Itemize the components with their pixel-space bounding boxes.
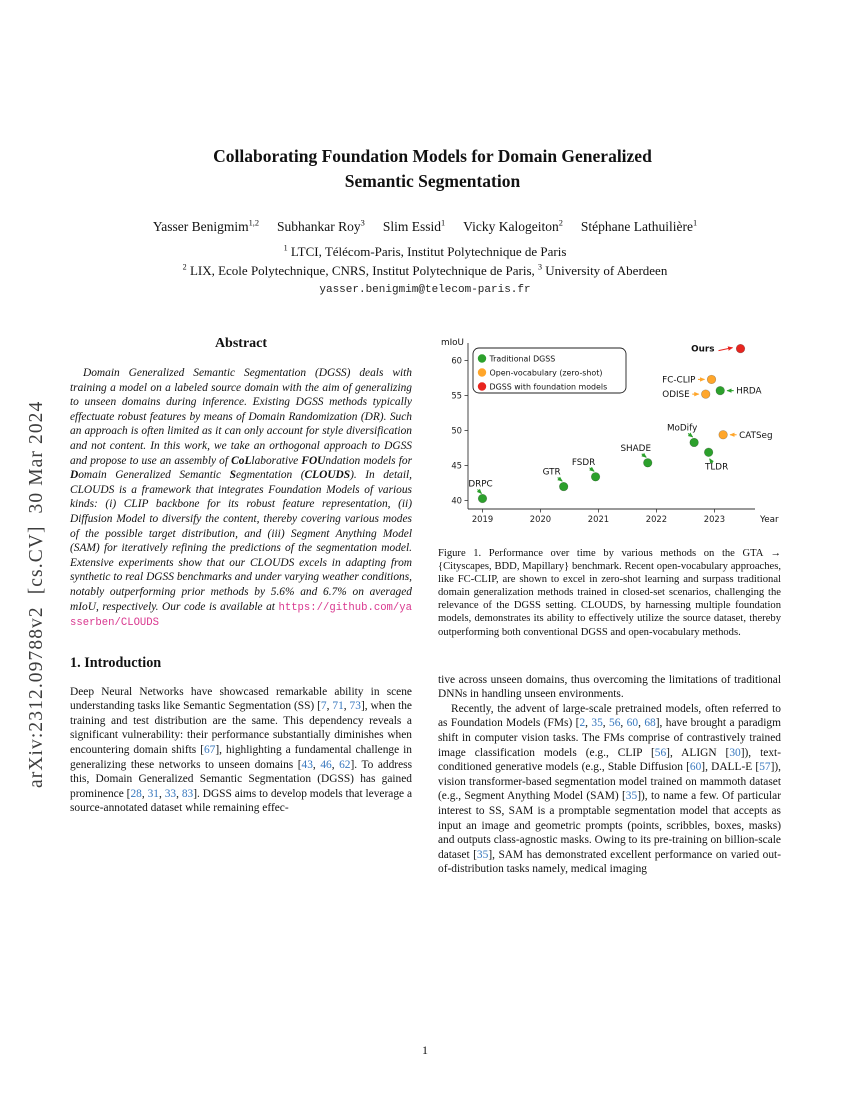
chart-arrow-Ours — [719, 348, 733, 351]
figure1-chart-container — [438, 333, 781, 538]
legend-dot — [478, 368, 486, 376]
chart-label-ODISE: ODISE — [662, 390, 690, 401]
citation-ref[interactable]: 46 — [320, 758, 332, 771]
author-name: Slim Essid$^1$ — [382, 218, 446, 234]
chart-label-Ours: Ours — [691, 344, 715, 355]
chart-point-DRPC — [478, 494, 487, 503]
citation-ref[interactable]: 60 — [689, 761, 702, 774]
body-paragraph-continuation: tive across unseen domains, thus overcoming the limitations of traditional DNNs in handling unseen environments. — [438, 673, 781, 701]
y-tick-label: 50 — [451, 425, 462, 436]
legend-label: DGSS with foundation models — [489, 382, 608, 392]
figure1-caption: Figure 1. Performance over time by various methods on the GTA → {Cityscapes, BDD, Mapillary} benchmark. Recent open-vocabulary approaches, like FC-CLIP, are shown to excel in zero-shot learning and surpass traditional domain generalization methods trained in closed-set scenarios, challenging the relevance of the DGSS setting. CLOUDS, by harnessing multiple foundation models, demonstrates its ability to effectively utilize the source dataset, thereby outperforming both conventional DGSS and open-vocabulary methods. — [438, 548, 781, 638]
chart-label-HRDA: HRDA — [736, 386, 762, 397]
chart-label-SHADE: SHADE — [620, 443, 652, 454]
legend-label: Traditional DGSS — [489, 354, 556, 364]
chart-arrow-SHADE — [642, 454, 647, 458]
citation-ref[interactable]: 60 — [626, 717, 639, 730]
chart-arrow-MoDify — [688, 433, 693, 437]
chart-point-Ours — [736, 344, 745, 353]
citation-ref[interactable]: 68 — [644, 717, 656, 730]
citation-ref[interactable]: 73 — [349, 700, 361, 713]
left-column — [70, 336, 412, 816]
authors-line — [70, 219, 780, 235]
chart-label-MoDify: MoDify — [666, 423, 698, 434]
citation-ref[interactable]: 67 — [203, 744, 216, 757]
abstract-text: Domain Generalized Semantic Segmentation (DGSS) deals with training a model on a labeled source domain with the aim of generalizing to unseen domains during inference. Existing DGSS methods typically effectuate robust features by means of Domain Randomization (DR). Such an approach is often limited as it can only account for style diversification and not content. In this work, we take an orthogonal approach to DGSS and propose to use an assembly of CoLlaborative FOUndation models for Domain Generalized Semantic Segmentation (CLOUDS). In detail, CLOUDS is a framework that integrates Foundation Models of various kinds: (i) CLIP backbone for its robust feature representation, (ii) Diffusion Model to diversify the content, thereby covering various modes of the possible target distribution, and (iii) Segment Anything Model (SAM) for iteratively refining the predictions of the segmentation model. Extensive experiments show that our CLOUDS excels in adapting from synthetic to real DGSS benchmarks and under varying weather conditions, notably outperforming prior methods by 5.6% and 6.7% on averaged mIoU, respectively. Our code is available at https://github.com/yasserben/CLOUDS — [70, 367, 412, 630]
chart-point-MoDify — [690, 438, 699, 447]
y-axis-label: mIoU — [441, 338, 464, 348]
author-name: Vicky Kalogeiton$^2$ — [463, 218, 563, 234]
page-number: 1 — [422, 1043, 428, 1057]
citation-ref[interactable]: 43 — [301, 758, 313, 771]
author-email: yasser.benigmim@telecom-paris.fr — [319, 284, 531, 296]
chart-arrow-FSDR — [590, 468, 595, 472]
code-url-link[interactable]: https://github.com/yasserben/CLOUDS — [70, 601, 412, 630]
y-tick-label: 45 — [451, 460, 462, 471]
citation-ref[interactable]: 57 — [759, 761, 771, 774]
chart-label-TLDR: TLDR — [705, 462, 729, 473]
x-tick-label: 2020 — [529, 514, 552, 524]
legend-dot — [478, 354, 486, 362]
citation-ref[interactable]: 35 — [476, 848, 489, 861]
x-tick-label: 2019 — [471, 514, 494, 524]
chart-point-CATSeg — [719, 430, 728, 439]
chart-legend — [473, 348, 626, 393]
chart-point-SHADE — [643, 458, 652, 467]
section-heading-introduction: 1. Introduction — [70, 654, 162, 671]
citation-ref[interactable]: 35 — [625, 790, 638, 803]
legend-label: Open-vocabulary (zero-shot) — [489, 368, 603, 378]
legend-dot — [478, 382, 486, 390]
author-name: Yasser Benigmim$^{1,2}$ — [152, 218, 260, 234]
citation-ref[interactable]: 31 — [147, 787, 159, 800]
citation-ref[interactable]: 56 — [609, 717, 621, 730]
chart-point-HRDA — [716, 386, 725, 395]
y-tick-label: 60 — [451, 355, 462, 366]
paper-title-line1: Collaborating Foundation Models for Domain Generalized — [213, 146, 652, 166]
x-axis-label: Year — [760, 515, 779, 525]
citation-ref[interactable]: 33 — [164, 787, 177, 800]
chart-point-TLDR — [704, 448, 713, 457]
figure-1 — [438, 333, 781, 639]
figure1-chart — [438, 333, 781, 533]
chart-point-ODISE — [701, 390, 710, 399]
citation-ref[interactable]: 2 — [579, 717, 586, 730]
paper-title-line2: Semantic Segmentation — [344, 171, 521, 191]
chart-arrow-DRPC — [477, 489, 481, 493]
chart-label-FSDR: FSDR — [571, 457, 596, 468]
affiliation-line-1: $^1$ LTCI, Télécom-Paris, Institut Polytechnique de Paris — [283, 243, 567, 259]
author-name: Subhankar Roy$^3$ — [277, 218, 365, 234]
x-tick-label: 2022 — [645, 514, 668, 524]
citation-ref[interactable]: 56 — [654, 746, 667, 759]
chart-label-FC-CLIP: FC-CLIP — [662, 375, 696, 386]
right-column — [438, 333, 781, 877]
citation-ref[interactable]: 71 — [332, 700, 344, 713]
x-tick-label: 2023 — [703, 514, 726, 524]
chart-point-GTR — [559, 482, 568, 491]
abstract-heading: Abstract — [214, 336, 268, 351]
chart-point-FSDR — [591, 472, 600, 481]
citation-ref[interactable]: 7 — [320, 700, 327, 713]
citation-ref[interactable]: 83 — [181, 787, 194, 800]
chart-label-CATSeg: CATSeg — [739, 430, 773, 441]
citation-ref[interactable]: 30 — [729, 746, 741, 759]
citation-ref[interactable]: 62 — [339, 758, 351, 771]
y-tick-label: 55 — [451, 390, 462, 401]
y-tick-label: 40 — [451, 495, 462, 506]
affiliation-line-2: $^2$ LIX, Ecole Polytechnique, CNRS, Institut Polytechnique de Paris, $^3$ University of Aberdeen — [182, 262, 668, 278]
chart-label-DRPC: DRPC — [468, 479, 493, 490]
chart-label-GTR: GTR — [542, 467, 561, 478]
intro-paragraph: Deep Neural Networks have showcased remarkable ability in scene understanding tasks like Semantic Segmentation (SS) [7, 71, 73], when the training and test distribution are the same. This dependency reveals a significant vulnerability: their performance substantially diminishes when encountering domain shifts [67], highlighting a fundamental challenge in generalizing these networks to unseen domains [43, 46, 62]. To address this, Domain Generalized Semantic Segmentation (DGSS) has gained prominence [28, 31, 33, 83]. DGSS aims to develop models that leverage a source-annotated dataset while remaining effec- — [70, 685, 412, 815]
citation-ref[interactable]: 28 — [130, 787, 142, 800]
citation-ref[interactable]: 35 — [591, 717, 603, 730]
affiliations — [70, 243, 780, 280]
author-name: Stéphane Lathuilière$^1$ — [580, 218, 698, 234]
x-tick-label: 2021 — [587, 514, 610, 524]
paper-title — [90, 144, 775, 194]
chart-arrow-GTR — [558, 478, 563, 482]
arxiv-banner: arXiv:2312.09788v2 [cs.CV] 30 Mar 2024 — [26, 400, 47, 788]
chart-point-FC-CLIP — [707, 375, 716, 384]
body-paragraph-foundation-models: Recently, the advent of large-scale pretrained models, often referred to as Foundation Models (FMs) [2, 35, 56, 60, 68], have brought a paradigm shift in computer vision tasks. The FMs comprise of contrastively trained image classification models (e.g., CLIP [56], ALIGN [30]), text-conditioned generative models (e.g., Stable Diffusion [60], DALL-E [57]), vision transformer-based segmentation model trained on mammoth dataset (e.g., Segment Anything Model (SAM) [35]), to name a few. Of particular interest to SS, SAM is a promptable segmentation model that accepts as input an image and geometric prompts (points, scribbles, boxes, masks) and outputs class-agnostic masks. Owing to its pre-training on billion-scale dataset [35], SAM has demonstrated excellent performance on varied out-of-distribution tasks namely, medical imaging — [438, 702, 782, 876]
